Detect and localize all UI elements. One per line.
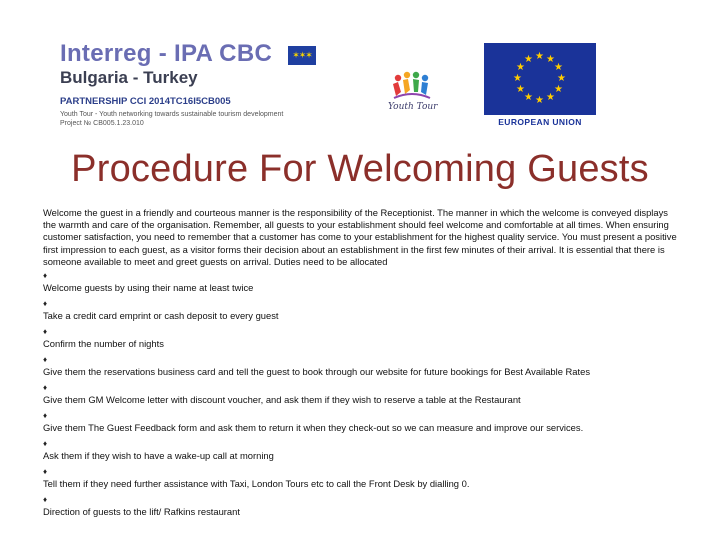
procedure-list <box>43 270 683 522</box>
list-item-text: Confirm the number of nights <box>43 338 164 350</box>
youth-tour-logo <box>388 70 436 120</box>
bullet-icon: ♦ <box>43 467 48 477</box>
bullet-icon: ♦ <box>43 271 48 281</box>
interreg-logo <box>60 40 400 136</box>
bullet-icon: ♦ <box>43 411 48 421</box>
eu-star-icon: ★ <box>557 73 566 84</box>
youth-tour-figures-icon <box>388 70 436 102</box>
list-item-text: Direction of guests to the lift/ Rafkins restaurant <box>43 506 240 518</box>
list-item <box>43 438 683 466</box>
list-item <box>43 466 683 494</box>
intro-paragraph: Welcome the guest in a friendly and courteous manner is the responsibility of the Receptionist. The manner in which the welcome is conveyed displays the warmth and care of the organisation. Remember, all guests to your establishment should feel welcome and comfortable at all times. When ensuring customer satisfaction, you need to remember that a customer has come to your establishment for the highest quality service. You must present a positive first impression to each guest, as a visitor forms their decision about an establishment in the first few minutes of their arrival. It is essential that there is someone available to meet and greet guests on arrival. Duties need to be allocated <box>43 207 677 267</box>
bullet-icon: ♦ <box>43 299 48 309</box>
list-item <box>43 326 683 354</box>
list-item-text: Give them The Guest Feedback form and ask them to return it when they check-out so we can measure and improve our services. <box>43 422 584 434</box>
list-item-text: Welcome guests by using their name at least twice <box>43 282 254 294</box>
page-title: Procedure For Welcoming Guests <box>71 148 649 190</box>
bullet-icon: ♦ <box>43 327 48 337</box>
list-item-text: Ask them if they wish to have a wake-up call at morning <box>43 450 274 462</box>
list-item-text: Give them the reservations business card and tell the guest to book through our website for future bookings for Best Available Rates <box>43 366 591 378</box>
eu-star-icon: ★ <box>515 62 525 73</box>
european-union-logo <box>484 43 596 129</box>
eu-star-icon: ★ <box>546 53 555 65</box>
eu-star-icon: ★ <box>535 95 544 106</box>
project-info <box>60 110 380 128</box>
eu-flag-small-icon: ✶✶✶ <box>288 46 316 65</box>
eu-caption: EUROPEAN UNION <box>498 117 582 127</box>
interreg-title: Interreg - IPA CBC <box>60 40 273 67</box>
bullet-icon: ♦ <box>43 355 48 365</box>
list-item <box>43 298 683 326</box>
eu-star-icon: ★ <box>554 84 564 95</box>
list-item-text: Take a credit card emprint or cash deposit to every guest <box>43 310 279 322</box>
list-item <box>43 354 683 382</box>
interreg-subtitle: Bulgaria - Turkey <box>60 68 198 87</box>
eu-star-icon: ★ <box>524 92 533 104</box>
list-item <box>43 494 683 522</box>
list-item <box>43 270 683 298</box>
bullet-icon: ♦ <box>43 439 48 449</box>
list-item <box>43 382 683 410</box>
project-description: Youth Tour - Youth networking towards sustainable tourism development <box>60 111 284 118</box>
youth-tour-label: Youth Tour <box>388 102 438 112</box>
list-item <box>43 410 683 438</box>
eu-star-icon: ★ <box>513 73 522 84</box>
bullet-icon: ♦ <box>43 383 48 393</box>
eu-star-icon: ★ <box>546 92 555 104</box>
list-item-text: Tell them if they need further assistance with Taxi, London Tours etc to call the Front Desk by dialling 0. <box>43 478 470 490</box>
eu-star-icon: ★ <box>524 53 533 65</box>
project-number: Project № CB005.1.23.010 <box>60 120 144 127</box>
eu-star-icon: ★ <box>535 51 544 62</box>
eu-star-icon: ★ <box>554 62 564 73</box>
eu-flag-icon <box>484 43 596 115</box>
list-item-text: Give them GM Welcome letter with discount voucher, and ask them if they wish to reserve a table at the Restaurant <box>43 394 521 406</box>
bullet-icon: ♦ <box>43 495 48 505</box>
eu-star-icon: ★ <box>515 84 525 95</box>
procedure-content <box>43 207 683 522</box>
partnership-line: PARTNERSHIP CCI 2014TC16I5CB005 <box>60 96 231 107</box>
